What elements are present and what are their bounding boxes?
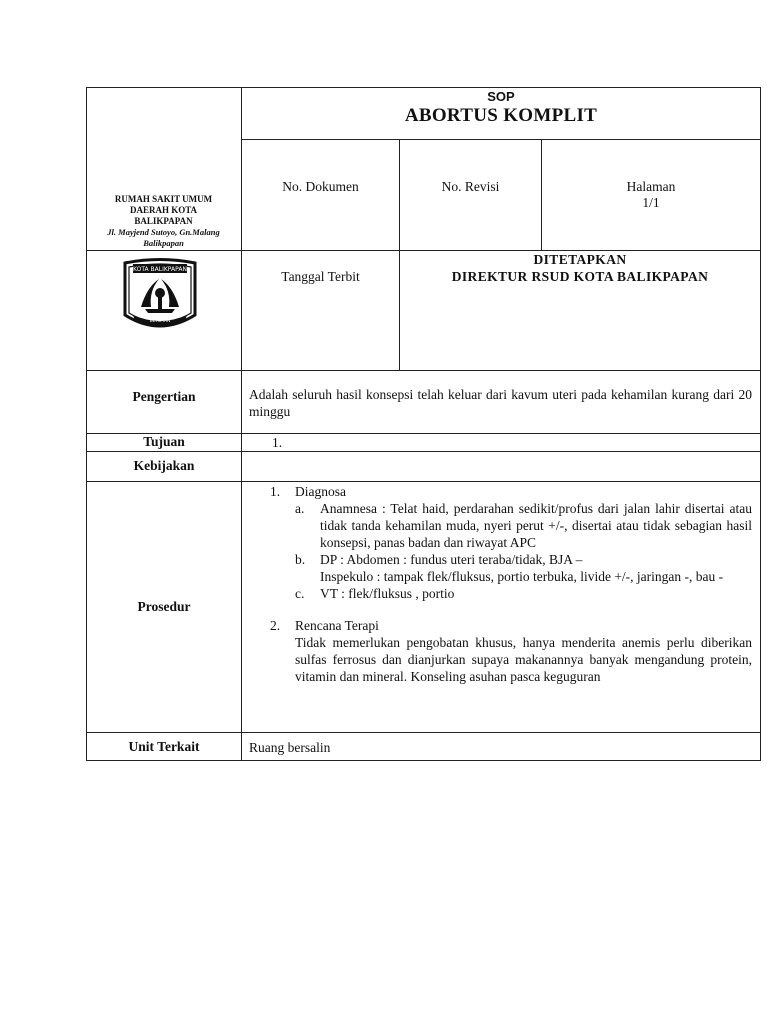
page-title: ABORTUS KOMPLIT xyxy=(404,105,598,126)
halaman-cell xyxy=(542,179,760,211)
hospital-info xyxy=(88,194,239,249)
prosedur-sub-a: a. Anamnesa : Telat haid, perdarahan sedikit/profus dari jalan lahir disertai atau tidak tanda kehamilan muda, nyeri perut +/-, disertai atau tidak sebagian hasil konsepsi, panas badan dan riwayat APC xyxy=(295,501,752,550)
unit-terkait-label: Unit Terkait xyxy=(128,739,200,754)
kebijakan-divider xyxy=(86,481,761,482)
kebijakan-label: Kebijakan xyxy=(133,458,195,473)
ditetapkan-cell xyxy=(400,251,760,285)
table-border-right xyxy=(760,87,761,761)
pengertian-label: Pengertian xyxy=(132,389,196,404)
unit-terkait-value: Ruang bersalin xyxy=(249,740,331,755)
prosedur-item-2-title: Rencana Terapi xyxy=(295,618,379,633)
hospital-address-line-1: Jl. Mayjend Sutoyo, Gn.Malang xyxy=(107,227,220,237)
prosedur-label: Prosedur xyxy=(137,599,191,614)
tujuan-item-number: 1. xyxy=(272,435,283,450)
title-row-divider xyxy=(241,139,761,140)
prosedur-item-1: 1. Diagnosa xyxy=(270,483,752,500)
tujuan-label: Tujuan xyxy=(143,434,185,449)
emblem-top-text: KOTA BALIKPAPAN xyxy=(133,266,187,273)
table-border-left xyxy=(86,87,87,761)
hospital-name-line-3: BALIKPAPAN xyxy=(134,216,193,226)
emblem-ribbon-text: BERIMAN xyxy=(149,319,171,324)
no-dokumen-label: No. Dokumen xyxy=(282,179,359,194)
prosedur-sub-b: b. DP : Abdomen : fundus uteri teraba/tidak, BJA – Inspekulo : tampak flek/fluksus, portio terbuka, livide +/-, jaringan -, bau - xyxy=(295,552,724,584)
hospital-name-line-1: RUMAH SAKIT UMUM xyxy=(114,194,213,204)
prosedur-item-1-title: Diagnosa xyxy=(295,484,346,499)
pengertian-text: Adalah seluruh hasil konsepsi telah keluar dari kavum uteri pada kehamilan kurang dari 20 minggu xyxy=(249,387,752,419)
hospital-name-line-2: DAERAH KOTA xyxy=(129,205,198,215)
hospital-address-line-2: Balikpapan xyxy=(143,238,184,248)
direktur-label: DIREKTUR RSUD KOTA BALIKPAPAN xyxy=(451,269,709,284)
kota-balikpapan-emblem-icon xyxy=(119,257,201,331)
halaman-value: 1/1 xyxy=(642,195,660,210)
prosedur-item-2-text: Tidak memerlukan pengobatan khusus, hanya menderita anemis perlu diberikan sulfas ferrosus dan dianjurkan supaya makanannya banyak mengandung protein, vitamin dan mineral. Konseling asuhan pasca keguguran xyxy=(295,635,752,684)
sop-label: SOP xyxy=(487,89,515,104)
halaman-label: Halaman xyxy=(626,179,676,194)
header-bottom-divider xyxy=(86,370,761,371)
no-revisi-label: No. Revisi xyxy=(441,179,500,194)
prosedur-divider xyxy=(86,732,761,733)
ditetapkan-label: DITETAPKAN xyxy=(533,252,627,267)
prosedur-item-1-subs xyxy=(270,500,752,602)
prosedur-item-2: 2. Rencana Terapi xyxy=(270,617,752,634)
tanggal-terbit-label: Tanggal Terbit xyxy=(281,269,360,284)
tujuan-divider xyxy=(86,451,761,452)
table-border-top xyxy=(86,87,761,88)
prosedur-content xyxy=(270,483,752,685)
table-border-bottom xyxy=(86,760,761,761)
prosedur-sub-c: c. VT : flek/fluksus , portio xyxy=(295,586,455,601)
